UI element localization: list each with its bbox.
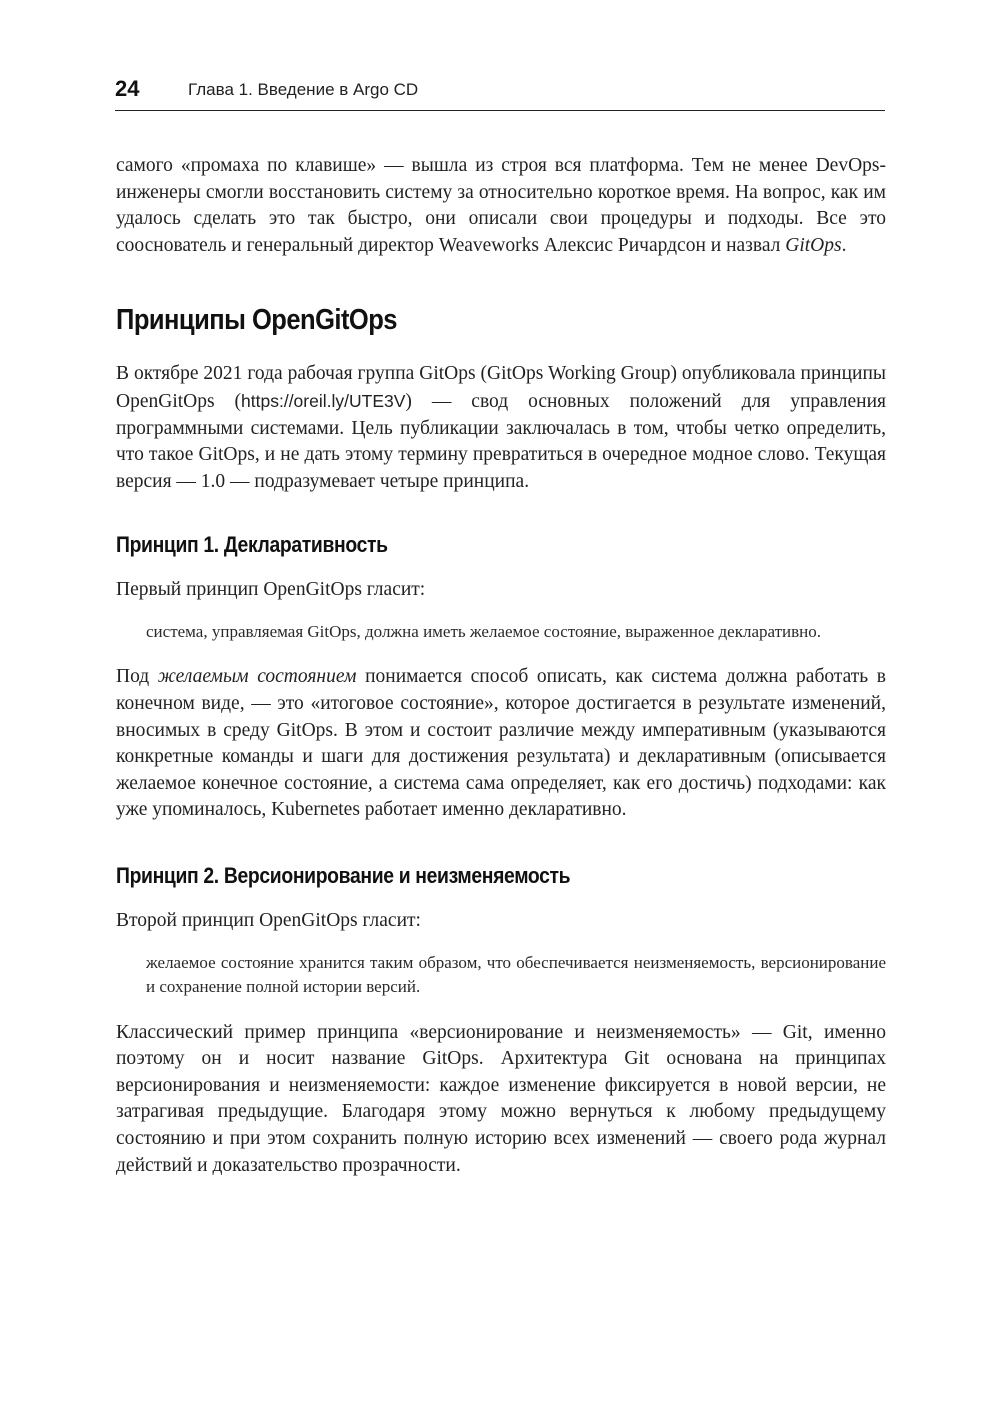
page-content: [116, 153, 886, 1179]
principle1-lead: Первый принцип OpenGitOps гласит:: [116, 579, 426, 601]
principles-paragraph: В октябре 2021 года рабочая группа GitOps (GitOps Working Group) опубликовала принципы OpenGitOps (https://oreil.ly/UTE3V) — свод основных положений для управления программными системами. Цель публикации заключалась в том, чтобы четко определить, что такое GitOps, и не дать этому термину превратиться в очередное модное слово. Текущая версия — 1.0 — подразумевает четыре принципа.: [116, 363, 886, 492]
desired-state-emphasis: желаемым состоянием: [157, 666, 357, 688]
page-number: 24: [115, 76, 140, 101]
running-title: Глава 1. Введение в Argo CD: [188, 80, 419, 99]
opengitops-link[interactable]: https://oreil.ly/UTE3V: [241, 390, 406, 411]
section-title: Принципы OpenGitOps: [116, 304, 397, 337]
principle2-description: Классический пример принципа «версионирование и неизменяемость» — Git, именно поэтому он и носит название GitOps. Архитектура Git основана на принципах версионирования и неизменяемости: каждое изменение фиксируется в новой версии, не затрагивая предыдущие. Благодаря этому можно вернуться к любому предыдущему состоянию и при этом сохранить полную историю всех изменений — своего рода журнал действий и доказательство прозрачности.: [116, 1021, 886, 1176]
principle1-title: Принцип 1. Декларативность: [116, 532, 388, 558]
principle1-description: Под желаемым состоянием понимается способ описать, как система должна работать в конечном виде, — это «итоговое состояние», которое достигается в результате изменений, вносимых в среду GitOps. В этом и состоит различие между императивным (указываются конкретные команды и шаги для достижения результата) и декларативным (описывается желаемое конечное состояние, а система сама определяет, как его достичь) подходами: как уже упоминалось, Kubernetes работает именно декларативно.: [116, 666, 886, 821]
principle2-lead: Второй принцип OpenGitOps гласит:: [116, 910, 421, 931]
principle1-quote: система, управляемая GitOps, должна иметь желаемое состояние, выраженное декларативно.: [146, 621, 822, 641]
intro-paragraph: самого «промаха по клавише» — вышла из строя вся платформа. Тем не менее DevOps-инженеры смогли восстановить систему за относительно короткое время. На вопрос, как им удалось сделать это так быстро, они описали свои процедуры и подходы. Все это сооснователь и генеральный директор Weaveworks Алексис Ричардсон и назвал GitOps.: [116, 155, 886, 256]
principle2-quote: желаемое состояние хранится таким образом, что обеспечивается неизменяемость, версионирование и сохранение полной истории версий.: [146, 952, 886, 997]
principle2-title: Принцип 2. Версионирование и неизменяемость: [116, 863, 571, 888]
page-header: [115, 76, 885, 111]
gitops-emphasis: GitOps: [785, 234, 842, 256]
